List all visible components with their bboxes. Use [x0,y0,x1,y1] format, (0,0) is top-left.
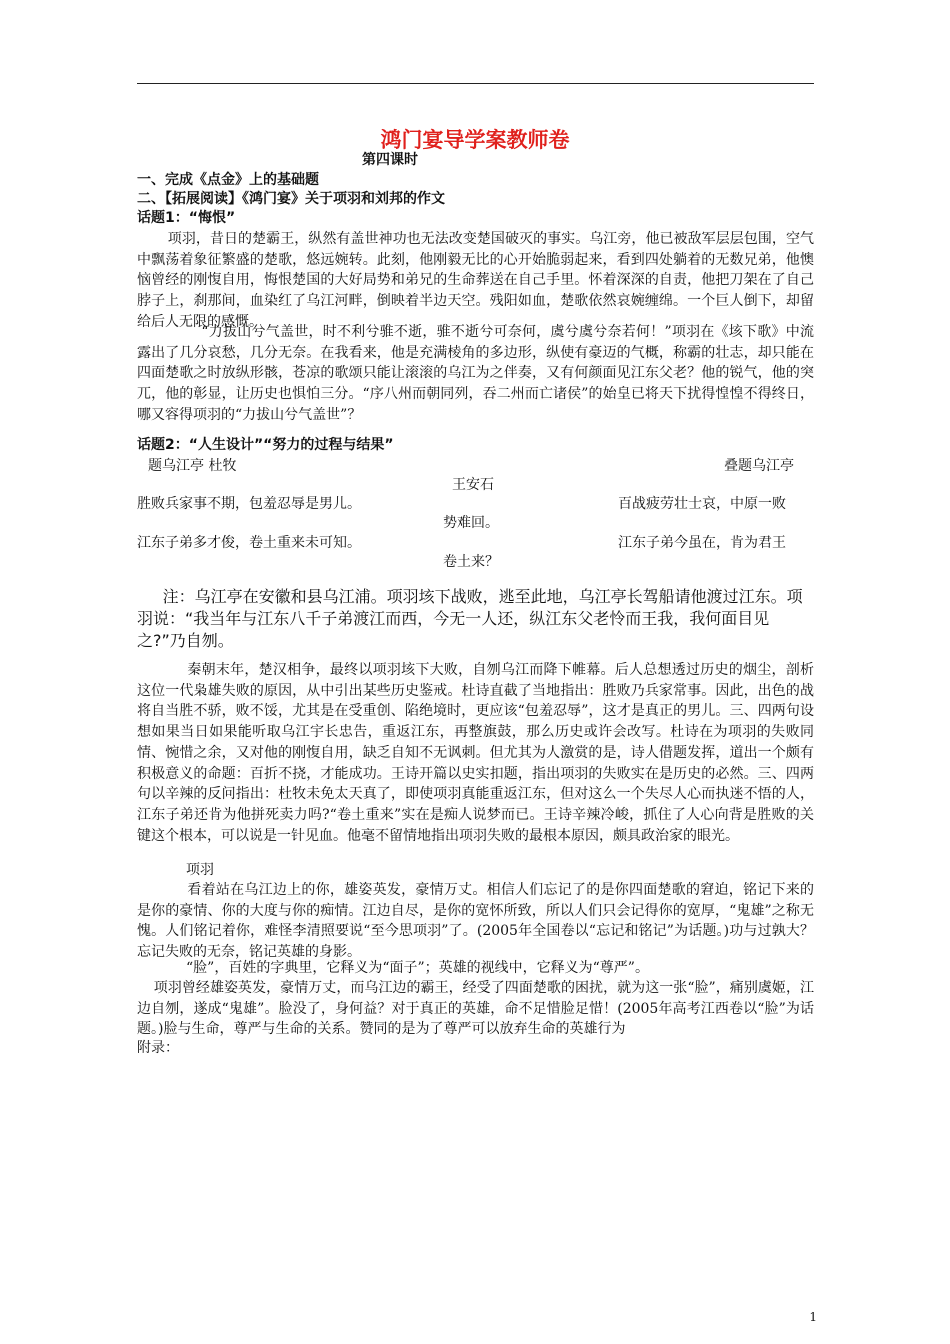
poem-right-author: 王安石 [452,477,494,493]
document-title: 鸿门宴导学案教师卷 [380,128,570,152]
paragraph-6: 项羽曾经雄姿英发，豪情万丈，而乌江边的霸王，经受了四面楚歌的困扰，就为这一张“脸”，痛别虞姬，江边自刎，遂成“鬼雄”。脸没了，身何益？对于真正的英雄，命不足惜脸足惜！(2005年高考江西卷以“脸”为话题。)脸与生命，尊严与生命的关系。赞同的是为了尊严可以放弃生命的英雄行为 [137,980,814,1038]
paragraph-1: 项羽，昔日的楚霸王，纵然有盖世神功也无法改变楚国破灭的事实。乌江旁，他已被敌军层层包围，空气中飘荡着象征繁盛的楚歌，悠远婉转。此刻，他刚毅无比的心开始脆弱起来，看到四处躺着的无数兄弟，他懊恼曾经的刚愎自用，悔恨楚国的大好局势和弟兄的生命葬送在自己手里。怀着深深的自责，他把刀架在了自己脖子上，刹那间，血染红了乌江河畔，倒映着半边天空。残阳如血，楚歌依然哀婉缠绵。一个巨人倒下，却留给后人无限的感慨。 [137,231,814,330]
section-heading-1: 一、完成《点金》上的基础题 [137,172,319,188]
topic-2-heading: 话题2：“人生设计”“努力的过程与结果” [137,437,394,453]
paragraph-5: “脸”，百姓的字典里，它释义为“面子”；英雄的视线中，它释义为“尊严”。 [186,960,649,976]
poem-right-line-2b: 卷土来？ [443,554,499,570]
poem-right-line-1a: 百战疲劳壮士哀，中原一败 [618,496,786,512]
poem-right-title: 叠题乌江亭 [724,458,794,474]
poem-left-line-2: 江东子弟多才俊，卷土重来未可知。 [137,535,361,551]
section-heading-2: 二、【拓展阅读】《鸿门宴》关于项羽和刘邦的作文 [137,191,445,207]
page-number: 1 [809,1310,817,1324]
topic-1-heading: 话题1：“悔恨” [137,210,236,226]
poem-right-line-1b: 势难回。 [443,515,499,531]
poem-left-title: 题乌江亭 杜牧 [148,458,237,474]
poem-note: 注：乌江亭在安徽和县乌江浦。项羽垓下战败，逃至此地，乌江亭长驾船请他渡过江东。项羽说：“我当年与江东八千子弟渡江而西，今无一人还，纵江东父老怜而王我，我何面目见之?”乃自刎。 [137,587,803,650]
xiangyu-label: 项羽 [186,862,214,878]
poem-right-line-2a: 江东子弟今虽在，肯为君王 [618,535,786,551]
paragraph-2: “力拔山兮气盖世，时不利兮骓不逝，骓不逝兮可奈何，虞兮虞兮奈若何！”项羽在《垓下歌》中流露出了几分哀愁，几分无奈。在我看来，他是充满棱角的多边形，纵使有豪迈的气概，称霸的壮志，却只能在四面楚歌之时放纵形骸，苍凉的歌颂只能让滚滚的乌江为之伴奏，又有何颜面见江东父老？他的锐气，他的突兀，他的彰显，让历史也惧怕三分。“序八州而朝同列，吞二州而亡诸侯”的始皇已将天下扰得惶惶不得终日，哪又容得项羽的“力拔山兮气盖世”？ [137,324,814,423]
paragraph-4: 看着站在乌江边上的你，雄姿英发，豪情万丈。相信人们忘记了的是你四面楚歌的窘迫，铭记下来的是你的豪情、你的大度与你的痴情。江边自尽，是你的宽怀所致，所以人们只会记得你的宽厚，“鬼雄”之称无愧。人们铭记着你，难怪李清照要说“至今思项羽”了。(2005年全国卷以“忘记和铭记”为话题。)功与过孰大？忘记失败的无奈，铭记英雄的身影。 [137,882,814,961]
poem-left-line-1: 胜败兵家事不期，包羞忍辱是男儿。 [137,496,361,512]
header-rule [137,83,814,84]
appendix-label: 附录： [137,1040,179,1056]
paragraph-3: 秦朝末年，楚汉相争，最终以项羽垓下大败，自刎乌江而降下帷幕。后人总想透过历史的烟尘，剖析这位一代枭雄失败的原因，从中引出某些历史鉴戒。杜诗直截了当地指出：胜败乃兵家常事。因此，出色的战将自当胜不骄，败不馁，尤其是在受重创、陷绝境时，更应该“包羞忍辱”，这才是真正的男儿。三、四两句设想如果当日如果能听取乌江宇长忠告，重返江东，再整旗鼓，那么历史或许会改写。杜诗在为项羽的失败同情、惋惜之余，又对他的刚愎自用，缺乏自知不无讽刺。但尤其为人激赏的是，诗人借题发挥，道出一个颇有积极意义的命题：百折不挠，才能成功。王诗开篇以史实扣题，指出项羽的失败实在是历史的必然。三、四两句以辛辣的反问指出：杜牧未免太天真了，即使项羽真能重返江东，但对这么一个失尽人心而执迷不悟的人，江东子弟还肯为他拼死卖力吗?“卷土重来”实在是痴人说梦而已。王诗辛辣冷峻，抓住了人心向背是胜败的关键这个根本，可以说是一针见血。他毫不留情地指出项羽失败的最根本原因，颇具政治家的眼光。 [137,662,814,844]
lesson-subtitle: 第四课时 [362,152,418,168]
